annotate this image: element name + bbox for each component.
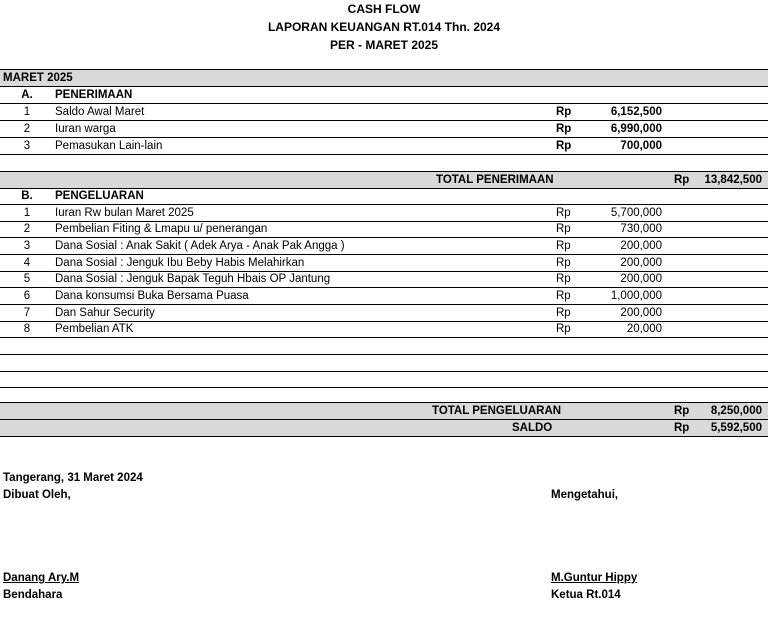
approver-role: Ketua Rt.014 (551, 589, 621, 601)
table-row (0, 238, 768, 255)
saldo-amount: 5,592,500 (710, 422, 762, 434)
row-currency: Rp (556, 140, 572, 152)
place-date: Tangerang, 31 Maret 2024 (3, 472, 143, 484)
row-desc: Dana Sosial : Anak Sakit ( Adek Arya - Anak Pak Angga ) (55, 240, 345, 252)
table-row (0, 104, 768, 121)
row-no: 7 (23, 307, 31, 319)
row-currency: Rp (556, 323, 571, 335)
income-total-label: TOTAL PENERIMAAN (436, 174, 554, 186)
expense-code: B. (21, 190, 33, 202)
expense-total-currency: Rp (674, 405, 690, 417)
row-desc: Dana konsumsi Buka Bersama Puasa (55, 290, 249, 302)
row-amount: 730,000 (620, 223, 662, 235)
row-amount: 1,000,000 (610, 290, 662, 302)
table-row (0, 221, 768, 238)
approved-label: Mengetahui, (551, 489, 619, 501)
empty-row (0, 155, 768, 172)
row-no: 2 (23, 223, 31, 235)
row-amount: 700,000 (620, 140, 662, 152)
income-total-amount: 13,842,500 (704, 174, 762, 186)
expense-heading-row (0, 188, 768, 205)
row-amount: 20,000 (626, 323, 662, 335)
saldo-row (0, 420, 768, 437)
table-row (0, 321, 768, 338)
expense-total-amount: 8,250,000 (710, 405, 762, 417)
income-heading: PENERIMAAN (55, 89, 133, 101)
row-amount: 6,152,500 (610, 106, 662, 118)
row-desc: Saldo Awal Maret (55, 106, 145, 118)
month-row (0, 70, 768, 87)
row-no: 8 (23, 323, 31, 335)
row-no: 6 (23, 290, 31, 302)
report-period: PER - MARET 2025 (329, 38, 439, 52)
table-row (0, 255, 768, 272)
empty-row (0, 355, 768, 372)
empty-row (0, 386, 768, 403)
row-desc: Pembelian Fiting & Lmapu u/ penerangan (55, 223, 268, 235)
row-no: 3 (23, 240, 31, 252)
table-row (0, 271, 768, 288)
expense-heading: PENGELUARAN (55, 190, 144, 202)
row-no: 5 (23, 273, 31, 285)
table-row (0, 305, 768, 322)
report-subtitle: LAPORAN KEUANGAN RT.014 Thn. 2024 (267, 20, 501, 34)
saldo-currency: Rp (674, 422, 690, 434)
row-desc: Pemasukan Lain-lain (55, 140, 163, 152)
row-currency: Rp (556, 240, 571, 252)
row-currency: Rp (556, 207, 571, 219)
expense-total-label: TOTAL PENGELUARAN (432, 405, 562, 417)
expense-total-row (0, 403, 768, 420)
table-row (0, 288, 768, 305)
row-amount: 6,990,000 (610, 123, 662, 135)
row-amount: 200,000 (620, 257, 662, 269)
row-no: 4 (23, 257, 31, 269)
row-desc: Dan Sahur Security (55, 307, 155, 319)
table-row (0, 121, 768, 138)
row-amount: 200,000 (620, 240, 662, 252)
row-desc: Dana Sosial : Jenguk Ibu Beby Habis Melahirkan (55, 257, 305, 269)
approver-name: M.Guntur Hippy (551, 572, 638, 584)
row-desc: Pembelian ATK (55, 323, 134, 335)
saldo-label: SALDO (512, 422, 553, 434)
empty-row (0, 338, 768, 355)
row-currency: Rp (556, 106, 572, 118)
maker-role: Bendahara (3, 589, 63, 601)
row-currency: Rp (556, 290, 571, 302)
row-no: 1 (23, 207, 31, 219)
month-label: MARET 2025 (3, 72, 73, 84)
report-title: CASH FLOW (347, 2, 421, 16)
table-row (0, 138, 768, 155)
row-currency: Rp (556, 257, 571, 269)
row-currency: Rp (556, 307, 571, 319)
row-desc: Iuran Rw bulan Maret 2025 (55, 207, 194, 219)
row-currency: Rp (556, 223, 571, 235)
row-currency: Rp (556, 273, 571, 285)
income-total-row (0, 172, 768, 189)
row-desc: Iuran warga (55, 123, 116, 135)
row-no: 2 (23, 123, 31, 135)
row-no: 1 (23, 106, 31, 118)
income-code: A. (21, 89, 33, 101)
row-amount: 200,000 (620, 307, 662, 319)
made-by-label: Dibuat Oleh, (3, 489, 71, 501)
income-heading-row (0, 87, 768, 104)
income-total-currency: Rp (674, 174, 690, 186)
row-currency: Rp (556, 123, 572, 135)
row-no: 3 (23, 140, 31, 152)
maker-name: Danang Ary.M (3, 572, 80, 584)
row-amount: 5,700,000 (610, 207, 662, 219)
row-amount: 200,000 (620, 273, 662, 285)
row-desc: Dana Sosial : Jenguk Bapak Teguh Hbais OP Jantung (55, 273, 331, 285)
table-row (0, 205, 768, 222)
